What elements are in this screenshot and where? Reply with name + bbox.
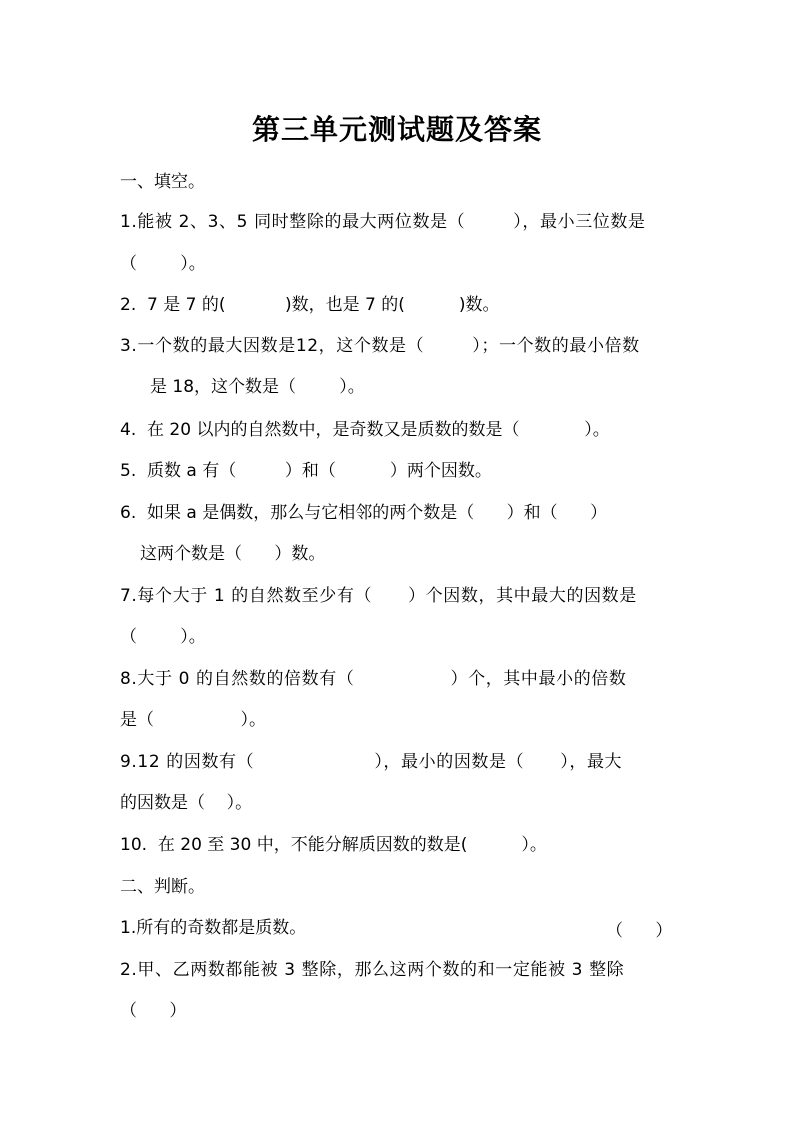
judge-2-answer-blank: （ ） [120, 1001, 187, 1021]
question-9-line-2: 的因数是（ ）。 [120, 793, 253, 813]
question-5: 5. 质数 a 有（ ）和（ ）两个因数。 [120, 461, 492, 481]
question-1-line-2: （ ）。 [120, 254, 206, 274]
question-3-line-2: 是 18，这个数是（ ）。 [150, 377, 365, 397]
section-heading-judge: 二、判断。 [120, 877, 205, 897]
question-8-line-2: 是（ ）。 [120, 710, 266, 730]
judge-2-line-1: 2.甲、乙两数都能被 3 整除，那么这两个数的和一定能被 3 整除 [120, 960, 625, 980]
question-1-line-1: 1.能被 2、3、5 同时整除的最大两位数是（ ），最小三位数是 [120, 212, 646, 232]
question-6-line-1: 6. 如果 a 是偶数，那么与它相邻的两个数是（ ）和（ ） [120, 503, 608, 523]
question-4: 4. 在 20 以内的自然数中，是奇数又是质数的数是（ ）。 [120, 420, 610, 440]
judge-1-answer-blank: （ ） [606, 921, 673, 941]
question-10: 10. 在 20 至 30 中，不能分解质因数的数是( ）。 [120, 835, 547, 855]
question-7-line-1: 7.每个大于 1 的自然数至少有（ ）个因数，其中最大的因数是 [120, 586, 637, 606]
judge-1: 1.所有的奇数都是质数。 [120, 918, 307, 938]
question-6-line-2: 这两个数是（ ）数。 [140, 544, 326, 564]
question-8-line-1: 8.大于 0 的自然数的倍数有（ ）个，其中最小的倍数 [120, 669, 627, 689]
question-3-line-1: 3.一个数的最大因数是12，这个数是（ ）；一个数的最小倍数 [120, 336, 640, 356]
question-2: 2. 7 是 7 的( )数，也是 7 的( )数。 [120, 295, 500, 315]
question-9-line-1: 9.12 的因数有（ ），最小的因数是（ ），最大 [120, 752, 623, 772]
question-7-line-2: （ ）。 [120, 627, 206, 647]
page-title: 第三单元测试题及答案 [251, 113, 542, 146]
section-heading-fill-in: 一、填空。 [120, 172, 205, 192]
